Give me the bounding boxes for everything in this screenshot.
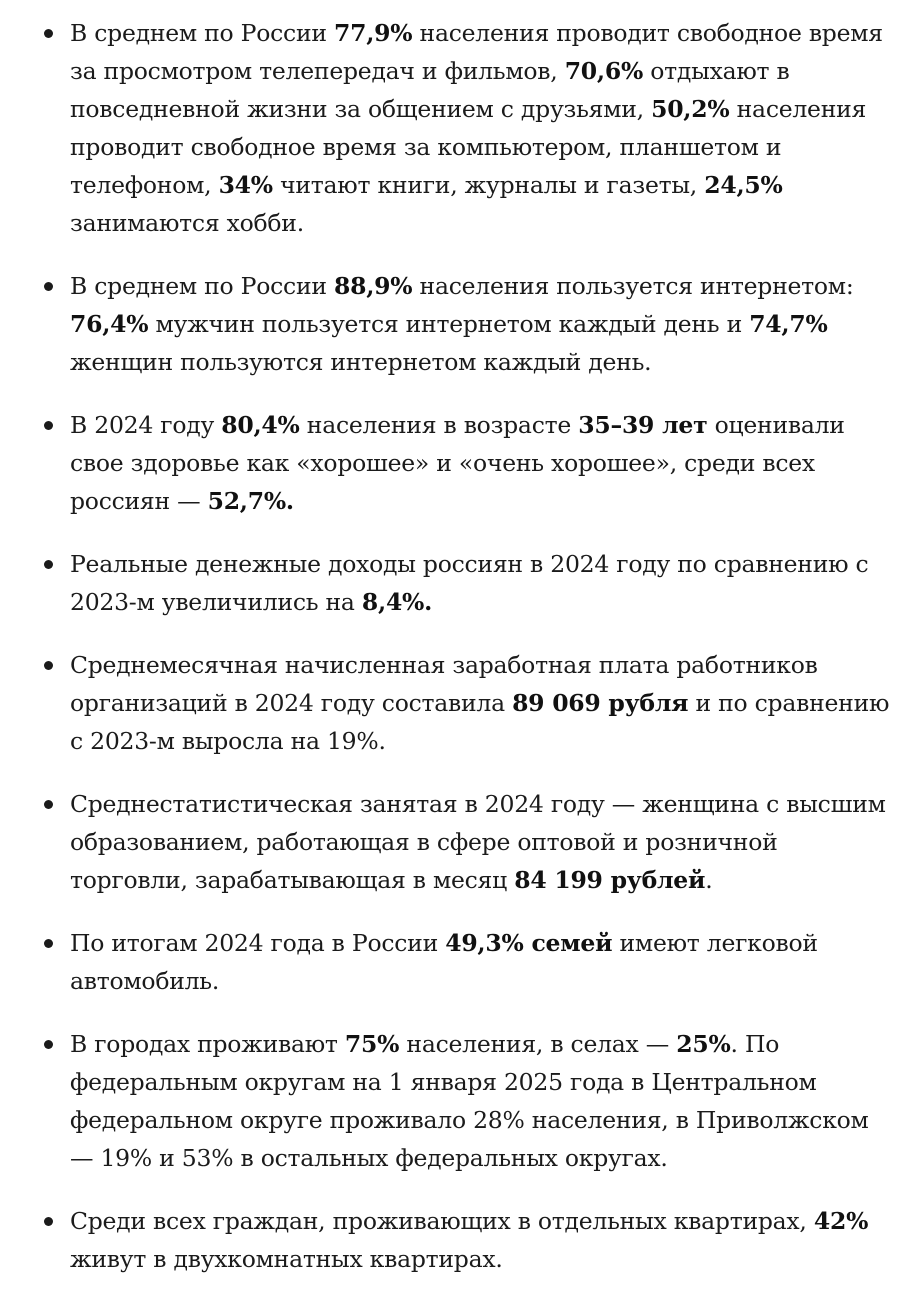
highlighted-value: 89 069 рубля — [512, 689, 689, 717]
highlighted-value: 88,9% — [334, 272, 413, 300]
article-body — [0, 14, 905, 1303]
list-item — [0, 267, 905, 381]
highlighted-value: 49,3% семей — [445, 929, 613, 957]
highlighted-value: 77,9% — [334, 19, 413, 47]
highlighted-value: 35–39 лет — [578, 411, 708, 439]
bullet-icon — [44, 29, 53, 38]
list-item — [0, 545, 905, 621]
list-item — [0, 785, 905, 899]
item-text: женщин пользуются интернетом каждый день. — [70, 348, 652, 376]
item-text: занимаются хобби. — [70, 209, 304, 237]
bullet-icon — [44, 560, 53, 569]
item-text: населения в возрасте — [299, 411, 579, 439]
item-text: населения пользуется интернетом: — [412, 272, 854, 300]
bullet-icon — [44, 1217, 53, 1226]
bullet-icon — [44, 800, 53, 809]
item-text: По итогам 2024 года в России — [70, 929, 446, 957]
item-text: В 2024 году — [70, 411, 222, 439]
highlighted-value: 25% — [676, 1030, 731, 1058]
item-text: имеют легковой автомобиль. — [70, 929, 818, 995]
highlighted-value: 75% — [344, 1030, 400, 1058]
list-item — [0, 1202, 905, 1278]
item-text: Среднемесячная начисленная заработная плата работников организаций в 2024 году составила — [70, 651, 818, 717]
item-text: населения проводит свободное время за компьютером, планшетом и телефоном, — [70, 95, 867, 199]
highlighted-value: 50,2% — [651, 95, 730, 123]
bullet-icon — [44, 1040, 53, 1049]
highlighted-value: 84 199 рублей — [514, 866, 706, 894]
highlighted-value: 24,5% — [704, 171, 783, 199]
item-text: . — [705, 866, 713, 894]
item-text: В городах проживают — [70, 1030, 345, 1058]
bullet-icon — [44, 282, 53, 291]
item-text: населения, в селах — — [399, 1030, 677, 1058]
item-text: мужчин пользуется интернетом каждый день и — [148, 310, 750, 338]
list-item — [0, 924, 905, 1000]
list-item — [0, 1025, 905, 1177]
item-text: оценивали свое здоровье как «хорошее» и «очень хорошее», среди всех россиян — — [70, 411, 845, 515]
item-text: Среднестатистическая занятая в 2024 году — женщина с высшим образованием, работающая в сфере оптовой и розничной торговли, зарабатывающая в месяц — [70, 790, 886, 894]
list-item — [0, 646, 905, 760]
item-text: читают книги, журналы и газеты, — [272, 171, 705, 199]
item-text: населения проводит свободное время за просмотром телепередач и фильмов, — [70, 19, 883, 85]
item-text: и по сравнению с 2023-м выросла на 19%. — [70, 689, 890, 755]
item-text: Среди всех граждан, проживающих в отдельных квартирах, — [70, 1207, 814, 1235]
list-item — [0, 14, 905, 242]
bullet-icon — [44, 661, 53, 670]
facts-list — [0, 14, 905, 1278]
item-text: В среднем по России — [70, 19, 334, 47]
highlighted-value: 34% — [218, 171, 273, 199]
highlighted-value: 74,7% — [749, 310, 828, 338]
highlighted-value: 80,4% — [221, 411, 300, 439]
highlighted-value: 76,4% — [70, 310, 149, 338]
bullet-icon — [44, 421, 53, 430]
item-text: . По федеральным округам на 1 января 2025 года в Центральном федеральном округе проживало 28% населения, в Приволжском — 19% и 53% в остальных федеральных округах. — [70, 1030, 869, 1172]
list-item — [0, 406, 905, 520]
item-text: Реальные денежные доходы россиян в 2024 году по сравнению с 2023-м увеличились на — [70, 550, 869, 616]
highlighted-value: 8,4%. — [361, 588, 433, 616]
item-text: отдыхают в повседневной жизни за общением с друзьями, — [70, 57, 790, 123]
highlighted-value: 70,6% — [564, 57, 644, 85]
bullet-icon — [44, 939, 53, 948]
highlighted-value: 42% — [813, 1207, 869, 1235]
item-text: В среднем по России — [70, 272, 334, 300]
item-text: живут в двухкомнатных квартирах. — [70, 1245, 503, 1273]
highlighted-value: 52,7%. — [207, 487, 294, 515]
